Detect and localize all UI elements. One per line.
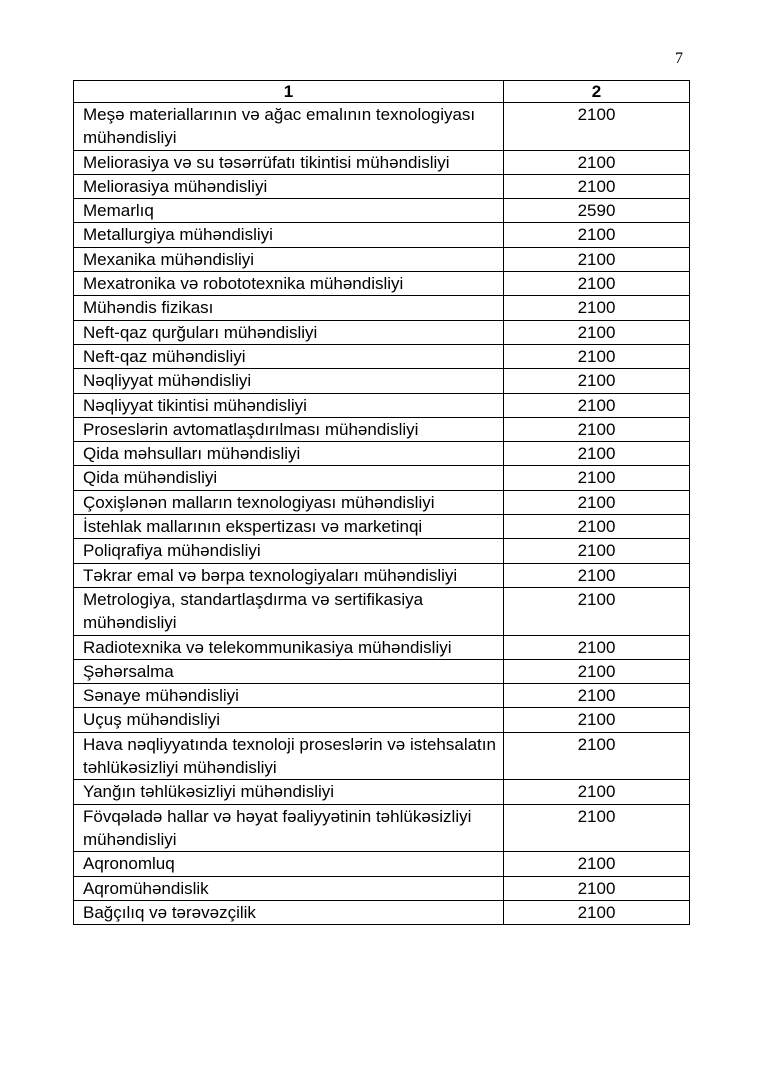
specialty-name-cell: Meliorasiya mühəndisliyi	[74, 174, 504, 198]
table-row	[74, 150, 690, 174]
value-cell: 2100	[504, 272, 690, 296]
column-header-2: 2	[504, 81, 690, 103]
value-cell: 2100	[504, 223, 690, 247]
table-row	[74, 417, 690, 441]
value-cell: 2100	[504, 635, 690, 659]
table-header-row	[74, 81, 690, 103]
specialty-name-cell: Çoxişlənən malların texnologiyası mühəndisliyi	[74, 490, 504, 514]
value-cell: 2100	[504, 320, 690, 344]
specialty-name-cell: Təkrar emal və bərpa texnologiyaları mühəndisliyi	[74, 563, 504, 587]
table-row	[74, 442, 690, 466]
table-row	[74, 272, 690, 296]
value-cell: 2100	[504, 732, 690, 780]
specialty-name-cell: Neft-qaz qurğuları mühəndisliyi	[74, 320, 504, 344]
value-cell: 2100	[504, 442, 690, 466]
table-row	[74, 247, 690, 271]
table-row	[74, 732, 690, 780]
value-cell: 2100	[504, 587, 690, 635]
specialty-name-cell: Nəqliyyat mühəndisliyi	[74, 369, 504, 393]
table-row	[74, 684, 690, 708]
specialty-name-cell: Neft-qaz mühəndisliyi	[74, 344, 504, 368]
specialty-name-cell: Bağçılıq və tərəvəzçilik	[74, 900, 504, 924]
value-cell: 2100	[504, 659, 690, 683]
value-cell: 2100	[504, 900, 690, 924]
table-row	[74, 174, 690, 198]
table-row	[74, 852, 690, 876]
value-cell: 2100	[504, 515, 690, 539]
value-cell: 2100	[504, 393, 690, 417]
table-row	[74, 320, 690, 344]
value-cell: 2100	[504, 247, 690, 271]
table-row	[74, 103, 690, 151]
value-cell: 2100	[504, 103, 690, 151]
specialty-name-cell: Metrologiya, standartlaşdırma və sertifikasiya mühəndisliyi	[74, 587, 504, 635]
value-cell: 2100	[504, 369, 690, 393]
specialty-name-cell: İstehlak mallarının ekspertizası və marketinqi	[74, 515, 504, 539]
value-cell: 2100	[504, 296, 690, 320]
specialty-name-cell: Aqronomluq	[74, 852, 504, 876]
specialty-name-cell: Mexatronika və robototexnika mühəndisliyi	[74, 272, 504, 296]
value-cell: 2100	[504, 490, 690, 514]
table-row	[74, 780, 690, 804]
table-row	[74, 587, 690, 635]
specialty-name-cell: Qida mühəndisliyi	[74, 466, 504, 490]
specialty-name-cell: Proseslərin avtomatlaşdırılması mühəndisliyi	[74, 417, 504, 441]
value-cell: 2100	[504, 684, 690, 708]
table-row	[74, 635, 690, 659]
table-row	[74, 296, 690, 320]
specialty-name-cell: Uçuş mühəndisliyi	[74, 708, 504, 732]
value-cell: 2590	[504, 199, 690, 223]
value-cell: 2100	[504, 852, 690, 876]
table-row	[74, 900, 690, 924]
value-cell: 2100	[504, 804, 690, 852]
specialty-name-cell: Mühəndis fizikası	[74, 296, 504, 320]
page-number: 7	[675, 50, 683, 67]
column-header-1: 1	[74, 81, 504, 103]
table-row	[74, 393, 690, 417]
specialty-name-cell: Metallurgiya mühəndisliyi	[74, 223, 504, 247]
specialty-name-cell: Nəqliyyat tikintisi mühəndisliyi	[74, 393, 504, 417]
table-row	[74, 223, 690, 247]
table-row	[74, 708, 690, 732]
value-cell: 2100	[504, 563, 690, 587]
table-row	[74, 466, 690, 490]
value-cell: 2100	[504, 539, 690, 563]
value-cell: 2100	[504, 417, 690, 441]
value-cell: 2100	[504, 876, 690, 900]
specialty-name-cell: Sənaye mühəndisliyi	[74, 684, 504, 708]
table-row	[74, 490, 690, 514]
table-row	[74, 199, 690, 223]
specialty-name-cell: Yanğın təhlükəsizliyi mühəndisliyi	[74, 780, 504, 804]
specialty-name-cell: Hava nəqliyyatında texnoloji proseslərin və istehsalatın təhlükəsizliyi mühəndisliyi	[74, 732, 504, 780]
table-row	[74, 515, 690, 539]
specialty-name-cell: Fövqəladə hallar və həyat fəaliyyətinin təhlükəsizliyi mühəndisliyi	[74, 804, 504, 852]
specialty-name-cell: Memarlıq	[74, 199, 504, 223]
table-row	[74, 804, 690, 852]
specialty-name-cell: Qida məhsulları mühəndisliyi	[74, 442, 504, 466]
specialty-name-cell: Mexanika mühəndisliyi	[74, 247, 504, 271]
table-row	[74, 344, 690, 368]
specialty-name-cell: Meliorasiya və su təsərrüfatı tikintisi mühəndisliyi	[74, 150, 504, 174]
specialty-name-cell: Meşə materiallarının və ağac emalının texnologiyası mühəndisliyi	[74, 103, 504, 151]
value-cell: 2100	[504, 174, 690, 198]
specialty-name-cell: Radiotexnika və telekommunikasiya mühəndisliyi	[74, 635, 504, 659]
table-row	[74, 563, 690, 587]
specialty-table	[73, 80, 690, 925]
value-cell: 2100	[504, 708, 690, 732]
value-cell: 2100	[504, 466, 690, 490]
specialty-name-cell: Şəhərsalma	[74, 659, 504, 683]
value-cell: 2100	[504, 344, 690, 368]
specialty-name-cell: Aqromühəndislik	[74, 876, 504, 900]
table-row	[74, 876, 690, 900]
specialty-name-cell: Poliqrafiya mühəndisliyi	[74, 539, 504, 563]
value-cell: 2100	[504, 150, 690, 174]
value-cell: 2100	[504, 780, 690, 804]
table-row	[74, 369, 690, 393]
table-row	[74, 539, 690, 563]
table-body	[74, 103, 690, 925]
table-row	[74, 659, 690, 683]
